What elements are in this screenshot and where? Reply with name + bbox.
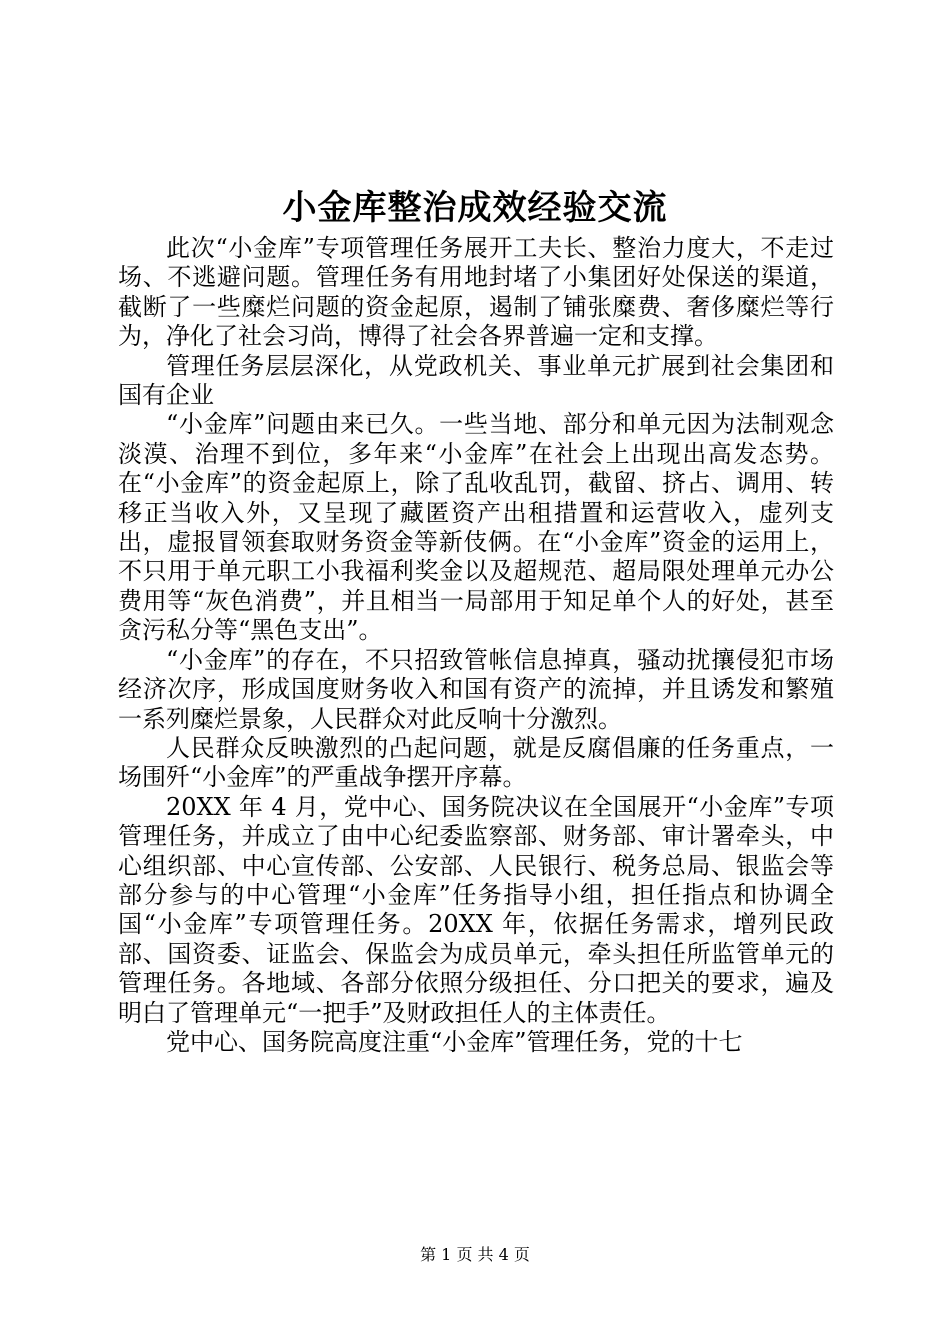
paragraph: “小金库”问题由来已久。一些当地、部分和单元因为法制观念淡漠、治理不到位，多年来“小金库”在社会上出现出高发态势。在“小金库”的资金起原上，除了乱收乱罚，截留、挤占、调用、转移正当收入外，又呈现了藏匿资产出租措置和运营收入，虚列支出，虚报冒领套取财务资金等新伎俩。在“小金库”资金的运用上，不只用于单元职工小我福利奖金以及超规范、超局限处理单元办公费用等“灰色消费”，并且相当一局部用于知足单个人的好处，甚至贪污私分等“黑色支出”。 <box>118 410 834 645</box>
paragraph: “小金库”的存在，不只招致管帐信息掉真，骚动扰攘侵犯市场经济次序，形成国度财务收入和国有资产的流掉，并且诱发和繁殖一系列糜烂景象，人民群众对此反响十分激烈。 <box>118 645 834 733</box>
paragraph: 管理任务层层深化，从党政机关、事业单元扩展到社会集团和国有企业 <box>118 351 834 410</box>
paragraph: 党中心、国务院高度注重“小金库”管理任务，党的十七 <box>166 1027 743 1056</box>
page-number-footer: 第 1 页 共 4 页 <box>420 1245 530 1264</box>
paragraph: 人民群众反映激烈的凸起问题，就是反腐倡廉的任务重点，一场围歼“小金库”的严重战争摆开序幕。 <box>118 733 834 792</box>
paragraph: 20XX 年 4 月，党中心、国务院决议在全国展开“小金库”专项管理任务，并成立了由中心纪委监察部、财务部、审计署牵头，中心组织部、中心宣传部、公安部、人民银行、税务总局、银监会等部分参与的中心管理“小金库”任务指导小组，担任指点和协调全国“小金库”专项管理任务。20XX 年，依据任务需求，增列民政部、国资委、证监会、保监会为成员单元，牵头担任所监管单元的管理任务。各地域、各部分依照分级担任、分口把关的要求，遍及明白了管理单元“一把手”及财政担任人的主体责任。 <box>118 792 834 1027</box>
document-body <box>118 234 834 1057</box>
paragraph: 此次“小金库”专项管理任务展开工夫长、整治力度大，不走过场、不逃避问题。管理任务有用地封堵了小集团好处保送的渠道，截断了一些糜烂问题的资金起原，遏制了铺张糜费、奢侈糜烂等行为，净化了社会习尚，博得了社会各界普遍一定和支撑。 <box>118 234 834 351</box>
document-title: 小金库整治成效经验交流 <box>282 188 668 228</box>
